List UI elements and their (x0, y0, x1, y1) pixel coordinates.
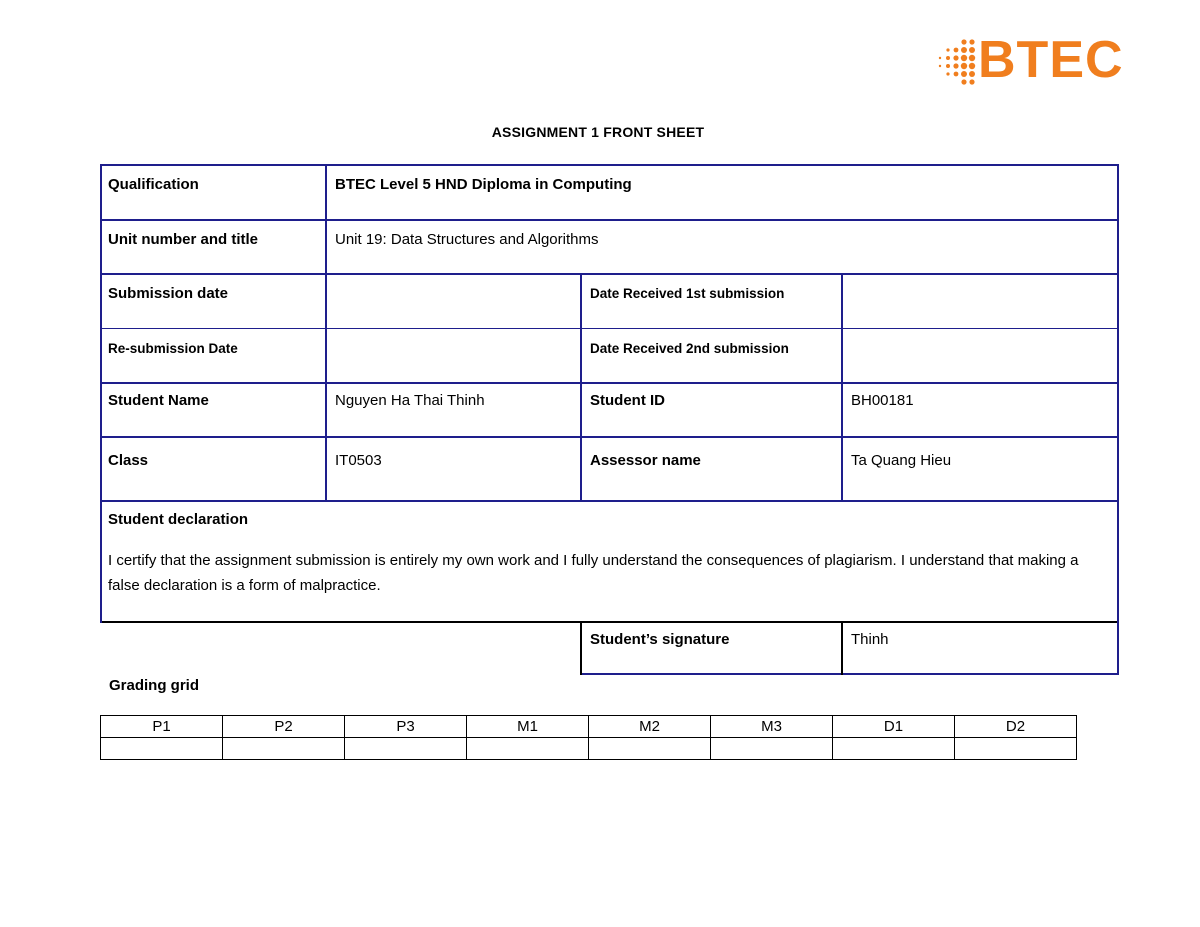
page-title: ASSIGNMENT 1 FRONT SHEET (491, 124, 705, 140)
submission-date-value[interactable] (327, 275, 580, 293)
grade-cell-p1[interactable] (101, 738, 223, 760)
submission-date-label: Submission date (108, 285, 229, 302)
grading-value-row (101, 738, 1077, 760)
signature-label: Student’s signature (590, 631, 730, 648)
signature-value[interactable]: Thinh (851, 631, 889, 648)
assessor-name-label: Assessor name (590, 452, 701, 469)
qualification-value: BTEC Level 5 HND Diploma in Computing (335, 176, 632, 193)
grading-grid (100, 715, 1077, 760)
grade-header-m3: M3 (711, 716, 833, 738)
grade-cell-p2[interactable] (223, 738, 345, 760)
front-sheet-table (100, 164, 1119, 675)
grade-header-p3: P3 (345, 716, 467, 738)
student-name-value[interactable]: Nguyen Ha Thai Thinh (335, 392, 485, 409)
student-id-label: Student ID (590, 392, 665, 409)
unit-value: Unit 19: Data Structures and Algorithms (335, 231, 599, 248)
grading-grid-label: Grading grid (109, 677, 199, 694)
logo-text: BTEC (978, 31, 1124, 89)
grade-cell-m2[interactable] (589, 738, 711, 760)
unit-label: Unit number and title (108, 231, 258, 248)
grade-cell-d2[interactable] (955, 738, 1077, 760)
class-value[interactable]: IT0503 (335, 452, 382, 469)
class-label: Class (108, 452, 149, 469)
grade-cell-m1[interactable] (467, 738, 589, 760)
logo-dots-icon (936, 38, 982, 86)
date-received-2nd-value[interactable] (843, 330, 1117, 348)
btec-logo (936, 31, 1126, 94)
grading-header-row (101, 716, 1077, 738)
resubmission-date-value[interactable] (327, 330, 580, 348)
student-name-label: Student Name (108, 392, 209, 409)
declaration-text: I certify that the assignment submission is entirely my own work and I fully understand the consequences of plagiarism. I understand that making a false declaration is a form of malpractice. (108, 552, 1079, 594)
grade-cell-d1[interactable] (833, 738, 955, 760)
grade-cell-m3[interactable] (711, 738, 833, 760)
date-received-1st-value[interactable] (843, 275, 1117, 293)
grade-header-d1: D1 (833, 716, 955, 738)
grade-header-m1: M1 (467, 716, 589, 738)
grade-header-p1: P1 (101, 716, 223, 738)
grade-header-m2: M2 (589, 716, 711, 738)
qualification-label: Qualification (108, 176, 199, 193)
date-received-2nd-label: Date Received 2nd submission (590, 341, 789, 356)
grade-header-p2: P2 (223, 716, 345, 738)
date-received-1st-label: Date Received 1st submission (590, 286, 785, 301)
grade-header-d2: D2 (955, 716, 1077, 738)
grade-cell-p3[interactable] (345, 738, 467, 760)
declaration-heading: Student declaration (108, 511, 249, 528)
resubmission-date-label: Re-submission Date (108, 341, 238, 356)
student-id-value[interactable]: BH00181 (851, 392, 914, 409)
assessor-name-value[interactable]: Ta Quang Hieu (851, 452, 952, 469)
